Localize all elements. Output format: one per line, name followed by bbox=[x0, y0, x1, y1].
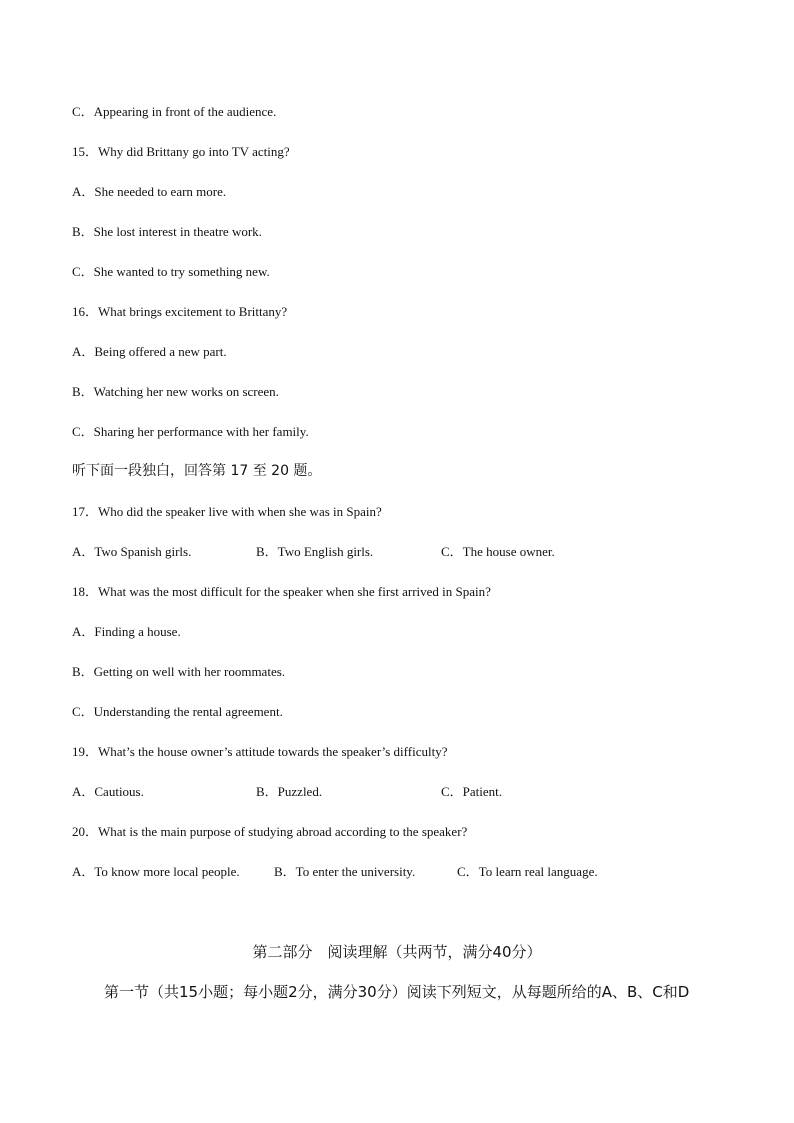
question-15: 15．Why did Brittany go into TV acting? bbox=[72, 144, 290, 159]
option-18a: A．Finding a house. bbox=[72, 624, 181, 639]
option-14c: C．Appearing in front of the audience. bbox=[72, 104, 277, 119]
options-17-row bbox=[0, 543, 794, 561]
question-20: 20．What is the main purpose of studying abroad according to the speaker? bbox=[72, 824, 468, 839]
option-19a: A．Cautious. bbox=[72, 784, 144, 799]
question-19: 19．What’s the house owner’s attitude towards the speaker’s difficulty? bbox=[72, 744, 448, 759]
option-15b: B．She lost interest in theatre work. bbox=[72, 224, 262, 239]
option-19c: C．Patient. bbox=[441, 784, 503, 799]
section-intro: 第一节（共15小题；每小题2分，满分30分）阅读下列短文，从每题所给的A、B、C和D bbox=[104, 983, 690, 1001]
option-20b: B．To enter the university. bbox=[274, 864, 416, 879]
question-18: 18．What was the most difficult for the speaker when she first arrived in Spain? bbox=[72, 584, 491, 599]
option-18b: B．Getting on well with her roommates. bbox=[72, 664, 286, 679]
option-17b: B．Two English girls. bbox=[256, 544, 374, 559]
options-20-row bbox=[0, 863, 794, 881]
question-16: 16．What brings excitement to Brittany? bbox=[72, 304, 288, 319]
option-17a: A．Two Spanish girls. bbox=[72, 544, 192, 559]
option-19b: B．Puzzled. bbox=[256, 784, 323, 799]
question-17: 17．Who did the speaker live with when she was in Spain? bbox=[72, 504, 382, 519]
option-16a: A．Being offered a new part. bbox=[72, 344, 227, 359]
option-18c: C．Understanding the rental agreement. bbox=[72, 704, 283, 719]
monologue-instruction: 听下面一段独白，回答第 17 至 20 题。 bbox=[72, 463, 322, 479]
option-17c: C．The house owner. bbox=[441, 544, 555, 559]
section-heading: 第二部分 阅读理解（共两节，满分40分） bbox=[252, 943, 542, 961]
option-20a: A．To know more local people. bbox=[72, 864, 240, 879]
option-15c: C．She wanted to try something new. bbox=[72, 264, 270, 279]
option-16c: C．Sharing her performance with her family. bbox=[72, 424, 309, 439]
options-19-row bbox=[0, 783, 794, 801]
option-20c: C．To learn real language. bbox=[457, 864, 598, 879]
option-16b: B．Watching her new works on screen. bbox=[72, 384, 279, 399]
option-15a: A．She needed to earn more. bbox=[72, 184, 227, 199]
